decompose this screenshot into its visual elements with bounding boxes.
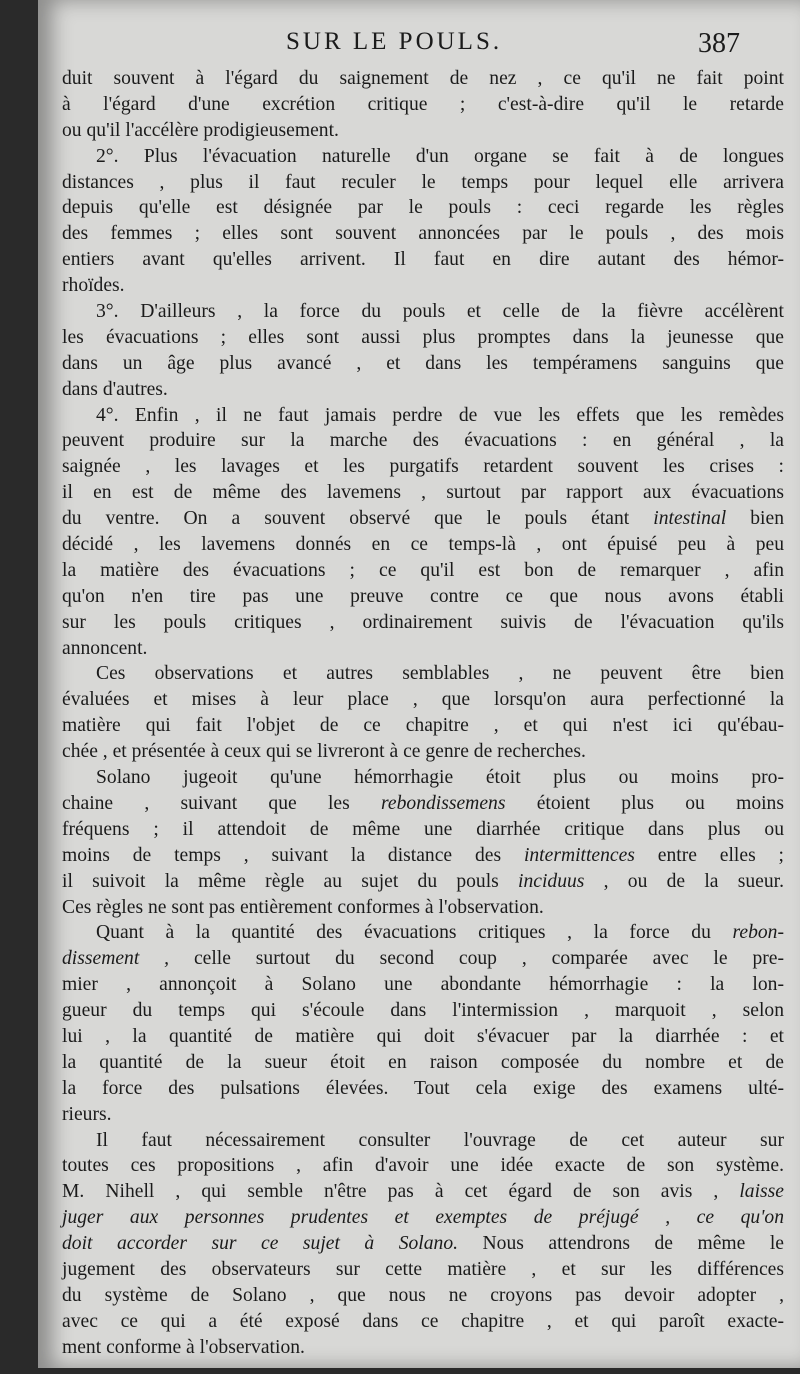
text-line: ou qu'il l'accélère prodigieusement. — [62, 119, 339, 141]
text-line: annoncent. — [62, 637, 148, 659]
paragraph — [62, 403, 784, 662]
text-line: juger aux personnes prudentes et exemptes de préjugé , ce qu'on — [62, 1207, 784, 1229]
text-line: Il faut nécessairement consulter l'ouvrage de cet auteur sur — [96, 1129, 784, 1151]
text-line: 2°. Plus l'évacuation naturelle d'un organe se fait à de longues — [96, 145, 784, 167]
text-line: rhoïdes. — [62, 275, 125, 297]
text-line: à l'égard d'une excrétion critique ; c'est-à-dire qu'il le retarde — [62, 93, 784, 115]
text-line: décidé , les lavemens donnés en ce temps-là , ont épuisé peu à peu — [62, 534, 784, 556]
text-line: Ces observations et autres semblables , ne peuvent être bien — [96, 663, 784, 685]
text-line: il en est de même des lavemens , surtout par rapport aux évacuations — [62, 482, 784, 504]
paragraph — [62, 765, 784, 920]
text-line: moins de temps , suivant la distance des intermittences entre elles ; — [62, 844, 784, 866]
text-line: lui , la quantité de matière qui doit s'évacuer par la diarrhée : et — [62, 1025, 784, 1047]
text-line: duit souvent à l'égard du saignement de nez , ce qu'il ne fait point — [62, 68, 784, 89]
paragraph — [62, 66, 784, 144]
text-line: doit accorder sur ce sujet à Solano. Nous attendrons de même le — [62, 1233, 784, 1255]
paragraph — [62, 1128, 784, 1361]
text-line: la quantité de la sueur étoit en raison composée du nombre et de — [62, 1051, 784, 1073]
text-line: des femmes ; elles sont souvent annoncées par le pouls , des mois — [62, 223, 784, 245]
text-line: Quant à la quantité des évacuations critiques , la force du rebon- — [96, 922, 784, 944]
text-line: chaine , suivant que les rebondissemens étoient plus ou moins — [62, 792, 784, 814]
paragraph — [62, 144, 784, 299]
text-line: matière qui fait l'objet de ce chapitre , et qui n'est ici qu'ébau- — [62, 715, 784, 737]
text-line: toutes ces propositions , afin d'avoir une idée exacte de son système. — [62, 1155, 784, 1177]
text-line: la force des pulsations élevées. Tout cela exige des examens ulté- — [62, 1077, 784, 1099]
text-line: ment conforme à l'observation. — [62, 1336, 305, 1358]
text-line: il suivoit la même règle au sujet du pouls inciduus , ou de la sueur. — [62, 870, 784, 892]
paragraph — [62, 661, 784, 765]
text-line: peuvent produire sur la marche des évacuations : en général , la — [62, 430, 784, 452]
text-line: 3°. D'ailleurs , la force du pouls et celle de la fièvre accélèrent — [96, 301, 784, 323]
text-line: Ces règles ne sont pas entièrement conformes à l'observation. — [62, 896, 544, 918]
text-line: avec ce qui a été exposé dans ce chapitre , et qui paroît exacte- — [62, 1310, 784, 1332]
page-header — [38, 22, 800, 62]
text-line: du système de Solano , que nous ne croyons pas devoir adopter , — [62, 1284, 784, 1306]
text-line: qu'on n'en tire pas une preuve contre ce que nous avons établi — [62, 585, 784, 607]
text-line: entiers avant qu'elles arrivent. Il faut en dire autant des hémor- — [62, 249, 784, 271]
text-line: jugement des observateurs sur cette matière , et sur les différences — [62, 1258, 784, 1280]
text-line: distances , plus il faut reculer le temps pour lequel elle arrivera — [62, 171, 784, 193]
text-line: gueur du temps qui s'écoule dans l'intermission , marquoit , selon — [62, 1000, 784, 1022]
text-line: du ventre. On a souvent observé que le pouls étant intestinal bien — [62, 508, 784, 530]
text-line: mier , annonçoit à Solano une abondante hémorrhagie : la lon- — [62, 974, 784, 996]
text-line: fréquens ; il attendoit de même une diarrhée critique dans plus ou — [62, 818, 784, 840]
text-line: les évacuations ; elles sont aussi plus promptes dans la jeunesse que — [62, 326, 784, 348]
paragraph — [62, 920, 784, 1127]
text-line: la matière des évacuations ; ce qu'il est bon de remarquer , afin — [62, 559, 784, 581]
book-page — [38, 0, 800, 1368]
text-line: depuis qu'elle est désignée par le pouls : ceci regarde les règles — [62, 197, 784, 219]
text-line: chée , et présentée à ceux qui se livreront à ce genre de recherches. — [62, 741, 586, 763]
running-head: SUR LE POULS. — [286, 28, 503, 55]
text-line: 4°. Enfin , il ne faut jamais perdre de vue les effets que les remèdes — [96, 404, 784, 426]
text-line: sur les pouls critiques , ordinairement suivis de l'évacuation qu'ils — [62, 611, 784, 633]
text-line: Solano jugeoit qu'une hémorrhagie étoit plus ou moins pro- — [96, 767, 784, 789]
page-number: 387 — [698, 28, 740, 59]
text-line: dans un âge plus avancé , et dans les tempéramens sanguins que — [62, 352, 784, 374]
text-line: évaluées et mises à leur place , que lorsqu'on aura perfectionné la — [62, 689, 784, 711]
text-line: M. Nihell , qui semble n'être pas à cet égard de son avis , laisse — [62, 1181, 784, 1203]
text-line: dissement , celle surtout du second coup , comparée avec le pre- — [62, 948, 784, 970]
body-text — [62, 66, 784, 1361]
text-line: rieurs. — [62, 1103, 112, 1125]
text-line: saignée , les lavages et les purgatifs retardent souvent les crises : — [62, 456, 784, 478]
text-line: dans d'autres. — [62, 378, 168, 400]
paragraph — [62, 299, 784, 403]
